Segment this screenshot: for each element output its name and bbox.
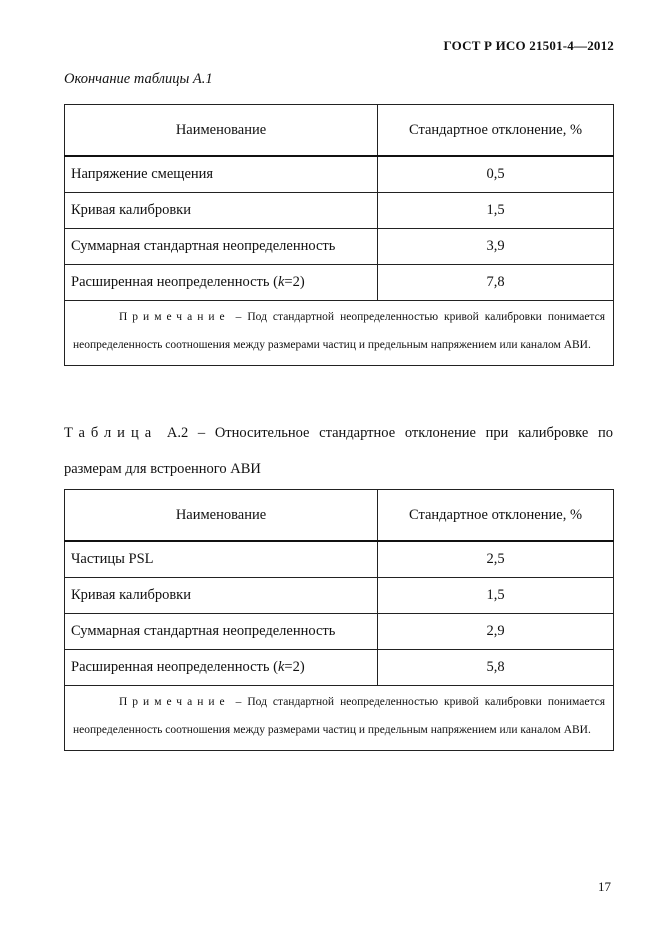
table-row (65, 265, 614, 301)
table-note (65, 301, 614, 366)
column-header-std-dev: Стандартное отклонение, % (378, 490, 614, 542)
table-continuation-title: Окончание таблицы А.1 (64, 71, 213, 87)
caption-text: А.2 – Относительное стандартное отклонение при калибровке по размерам для встроенного АВИ (64, 425, 613, 477)
caption-label: Таблица (64, 425, 158, 441)
table-note-row (65, 301, 614, 366)
table-row (65, 229, 614, 265)
table-row (65, 650, 614, 686)
table-row (65, 614, 614, 650)
row-value: 7,8 (378, 265, 614, 301)
table-caption (64, 415, 613, 487)
coverage-factor-symbol: k (277, 659, 285, 675)
table-row (65, 578, 614, 614)
table-row (65, 193, 614, 229)
column-header-name: Наименование (65, 490, 378, 542)
row-name: Напряжение смещения (65, 156, 378, 193)
row-name-suffix: =2) (284, 659, 305, 675)
note-label: Примечание (119, 311, 230, 323)
table-row (65, 541, 614, 578)
document-header: ГОСТ Р ИСО 21501-4—2012 (443, 38, 614, 53)
row-value: 0,5 (378, 156, 614, 193)
page-number: 17 (598, 879, 611, 894)
table-note (65, 686, 614, 751)
note-text: – Под стандартной неопределенностью кривой калибровки понимается неопределенность соотношения между размерами частиц и предельным напряжением или каналом АВИ. (73, 696, 605, 736)
row-name-prefix: Расширенная неопределенность ( (71, 274, 278, 290)
row-name-suffix: =2) (284, 274, 305, 290)
table-header-row (65, 105, 614, 157)
row-name: Суммарная стандартная неопределенность (65, 614, 378, 650)
row-name: Суммарная стандартная неопределенность (65, 229, 378, 265)
table-a1 (64, 104, 614, 366)
row-name: Кривая калибровки (65, 193, 378, 229)
row-value: 1,5 (378, 193, 614, 229)
table-a2 (64, 489, 614, 751)
column-header-name: Наименование (65, 105, 378, 157)
coverage-factor-symbol: k (277, 274, 285, 290)
note-label: Примечание (119, 696, 230, 708)
column-header-std-dev: Стандартное отклонение, % (378, 105, 614, 157)
table-header-row (65, 490, 614, 542)
row-name (65, 650, 378, 686)
row-value: 1,5 (378, 578, 614, 614)
row-value: 5,8 (378, 650, 614, 686)
row-value: 2,5 (378, 541, 614, 578)
note-text: – Под стандартной неопределенностью кривой калибровки понимается неопределенность соотношения между размерами частиц и предельным напряжением или каналом АВИ. (73, 311, 605, 351)
row-name (65, 265, 378, 301)
row-name-prefix: Расширенная неопределенность ( (71, 659, 278, 675)
row-name: Частицы PSL (65, 541, 378, 578)
row-value: 2,9 (378, 614, 614, 650)
row-value: 3,9 (378, 229, 614, 265)
row-name: Кривая калибровки (65, 578, 378, 614)
table-row (65, 156, 614, 193)
table-note-row (65, 686, 614, 751)
